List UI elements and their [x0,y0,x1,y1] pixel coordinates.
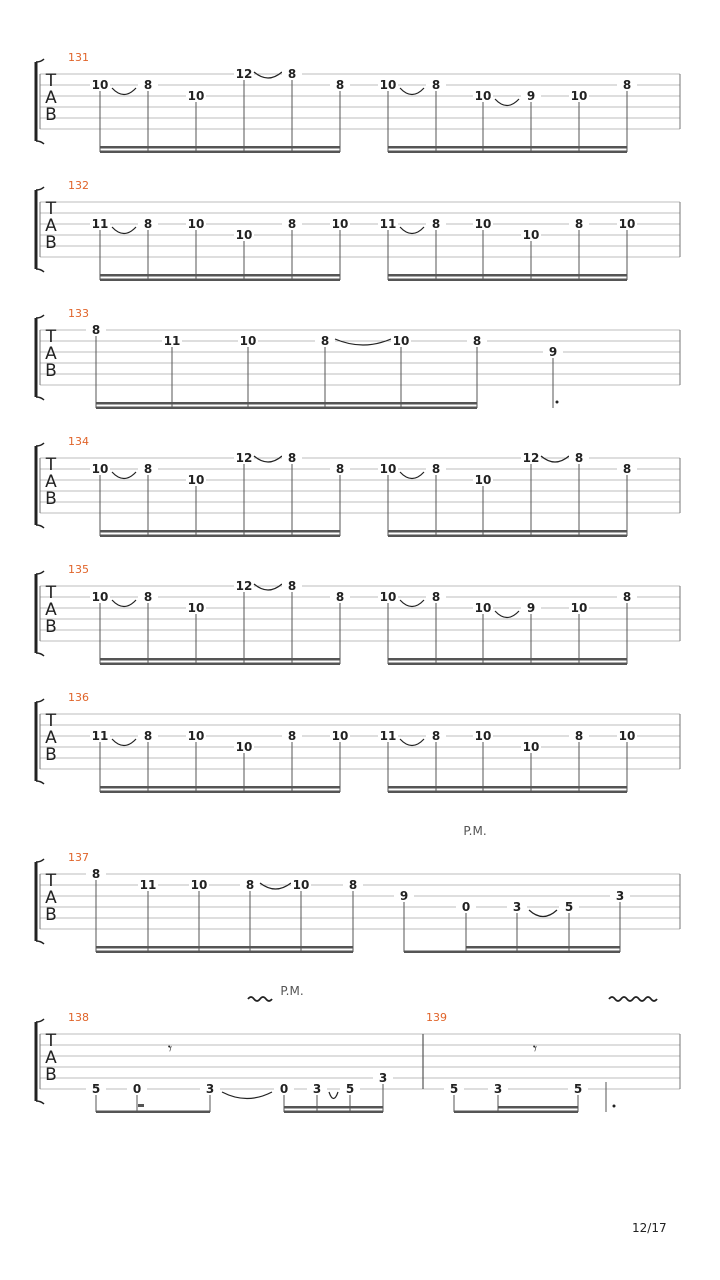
fret-number: 8 [431,462,441,476]
measure-number: 137 [68,851,89,864]
tie-arc [400,600,424,607]
tab-clef-letter: A [45,344,57,364]
palm-mute-label: P.M. [280,984,304,998]
tab-clef-letter: T [45,455,57,475]
beam [454,1111,578,1114]
fret-number: 10 [187,601,205,615]
beam [100,786,340,789]
fret-number: 11 [379,729,397,743]
fret-number: 10 [331,217,349,231]
vibrato-mark [609,997,657,1001]
fret-number: 10 [235,740,253,754]
fret-number: 9 [399,889,409,903]
beam [388,279,627,282]
tie-arc [495,611,519,618]
beam [284,1111,383,1114]
tab-clef-letter: B [45,105,57,125]
tab-clef-letter: A [45,728,57,748]
fret-number: 0 [132,1082,142,1096]
fret-number: 8 [348,878,358,892]
fret-number: 10 [474,473,492,487]
tie-arc [254,72,282,78]
fret-number: 9 [526,601,536,615]
fret-number: 8 [143,462,153,476]
fret-number: 11 [91,729,109,743]
fret-number: 10 [235,228,253,242]
fret-number: 8 [574,729,584,743]
fret-number: 10 [239,334,257,348]
fret-number: 12 [235,579,253,593]
fret-number: 12 [235,67,253,81]
fret-number: 0 [279,1082,289,1096]
fret-number: 8 [335,78,345,92]
tab-clef-letter: A [45,472,57,492]
eighth-rest: 𝄾 [167,1039,173,1058]
fret-number: 8 [287,451,297,465]
fret-number: 10 [474,729,492,743]
beam [100,151,340,154]
tie-arc [112,88,136,95]
rest [138,1104,144,1107]
tab-clef-letter: B [45,745,57,765]
fret-number: 10 [618,729,636,743]
fret-number: 10 [91,78,109,92]
fret-number: 5 [91,1082,101,1096]
beam [404,951,620,954]
eighth-rest: 𝄾 [532,1039,538,1058]
beam [100,146,340,149]
beam [100,791,340,794]
beam [100,663,340,666]
fret-number: 10 [187,217,205,231]
tab-clef-letter: B [45,905,57,925]
fret-number: 8 [622,462,632,476]
fret-number: 10 [570,601,588,615]
beam [466,946,620,949]
fret-number: 10 [190,878,208,892]
fret-number: 8 [287,579,297,593]
beam [388,151,627,154]
tie-arc [260,883,291,889]
fret-number: 8 [431,217,441,231]
fret-number: 3 [512,900,522,914]
tab-clef-letter: B [45,1065,57,1085]
fret-number: 10 [91,590,109,604]
tab-clef-letter: T [45,871,57,891]
tie-arc [495,99,519,106]
fret-number: 3 [312,1082,322,1096]
fret-number: 8 [320,334,330,348]
palm-mute-label: P.M. [463,824,487,838]
fret-number: 9 [548,345,558,359]
beam [96,951,353,954]
fret-number: 8 [472,334,482,348]
vibrato-mark [248,997,272,1001]
beam [100,274,340,277]
beam [388,791,627,794]
tie-arc [400,739,424,746]
fret-number: 10 [379,462,397,476]
fret-number: 3 [205,1082,215,1096]
beam [388,146,627,149]
tab-clef-letter: B [45,361,57,381]
fret-number: 10 [187,473,205,487]
tab-clef-letter: T [45,327,57,347]
tie-arc [400,88,424,95]
fret-number: 10 [392,334,410,348]
tab-clef-letter: B [45,233,57,253]
tab-clef-letter: T [45,199,57,219]
fret-number: 8 [287,217,297,231]
beam [100,530,340,533]
fret-number: 10 [379,590,397,604]
fret-number: 10 [474,601,492,615]
fret-number: 8 [91,867,101,881]
fret-number: 8 [143,729,153,743]
fret-number: 8 [431,729,441,743]
tab-clef-letter: A [45,216,57,236]
tie-arc [329,1092,338,1099]
tie-arc [400,472,424,479]
fret-number: 8 [431,78,441,92]
fret-number: 10 [292,878,310,892]
fret-number: 8 [287,729,297,743]
tab-clef-letter: T [45,583,57,603]
fret-number: 8 [143,78,153,92]
measure-number: 131 [68,51,89,64]
tie-arc [112,227,136,234]
fret-number: 8 [431,590,441,604]
tie-arc [529,910,557,917]
beam [284,1106,383,1109]
tie-arc [112,600,136,607]
fret-number: 8 [574,451,584,465]
measure-number: 138 [68,1011,89,1024]
tie-arc [112,472,136,479]
fret-number: 10 [522,228,540,242]
beam [100,658,340,661]
beam [498,1106,578,1109]
fret-number: 12 [522,451,540,465]
measure-number: 132 [68,179,89,192]
beam [388,535,627,538]
tab-clef-letter: T [45,1031,57,1051]
fret-number: 3 [378,1071,388,1085]
beam [100,279,340,282]
tie-arc [112,739,136,746]
tie-arc [254,456,282,462]
beam [96,407,477,410]
dot [556,401,559,404]
fret-number: 8 [622,590,632,604]
fret-number: 11 [139,878,157,892]
beam [388,663,627,666]
tab-clef-letter: B [45,489,57,509]
measure-number: 133 [68,307,89,320]
fret-number: 9 [526,89,536,103]
fret-number: 8 [245,878,255,892]
fret-number: 10 [474,217,492,231]
fret-number: 11 [379,217,397,231]
fret-number: 5 [345,1082,355,1096]
fret-number: 8 [622,78,632,92]
fret-number: 11 [163,334,181,348]
fret-number: 10 [618,217,636,231]
fret-number: 8 [335,590,345,604]
beam [388,274,627,277]
fret-number: 10 [187,729,205,743]
beam [388,530,627,533]
fret-number: 0 [461,900,471,914]
fret-number: 3 [615,889,625,903]
fret-number: 8 [335,462,345,476]
beam [96,1111,210,1114]
fret-number: 5 [449,1082,459,1096]
measure-number: 136 [68,691,89,704]
fret-number: 10 [187,89,205,103]
tab-clef-letter: A [45,1048,57,1068]
fret-number: 10 [91,462,109,476]
fret-number: 5 [564,900,574,914]
fret-number: 8 [574,217,584,231]
page-number: 12/17 [632,1221,667,1235]
fret-number: 8 [287,67,297,81]
fret-number: 11 [91,217,109,231]
tie-arc [335,339,391,345]
measure-number: 135 [68,563,89,576]
measure-number: 134 [68,435,89,448]
fret-number: 5 [573,1082,583,1096]
tab-clef-letter: T [45,711,57,731]
tab-clef-letter: A [45,888,57,908]
tie-arc [400,227,424,234]
tab-clef-letter: T [45,71,57,91]
fret-number: 10 [379,78,397,92]
tab-clef-letter: A [45,88,57,108]
tie-arc [541,456,569,462]
fret-number: 8 [143,217,153,231]
tie-arc [222,1092,272,1099]
measure-number: 139 [426,1011,447,1024]
dot [613,1105,616,1108]
tab-clef-letter: A [45,600,57,620]
tie-arc [254,584,282,590]
tab-clef-letter: B [45,617,57,637]
fret-number: 10 [331,729,349,743]
fret-number: 10 [474,89,492,103]
beam [388,658,627,661]
beam [388,786,627,789]
fret-number: 8 [91,323,101,337]
beam [100,535,340,538]
fret-number: 10 [522,740,540,754]
fret-number: 12 [235,451,253,465]
fret-number: 3 [493,1082,503,1096]
beam [96,402,477,405]
fret-number: 8 [143,590,153,604]
fret-number: 10 [570,89,588,103]
beam [96,946,353,949]
